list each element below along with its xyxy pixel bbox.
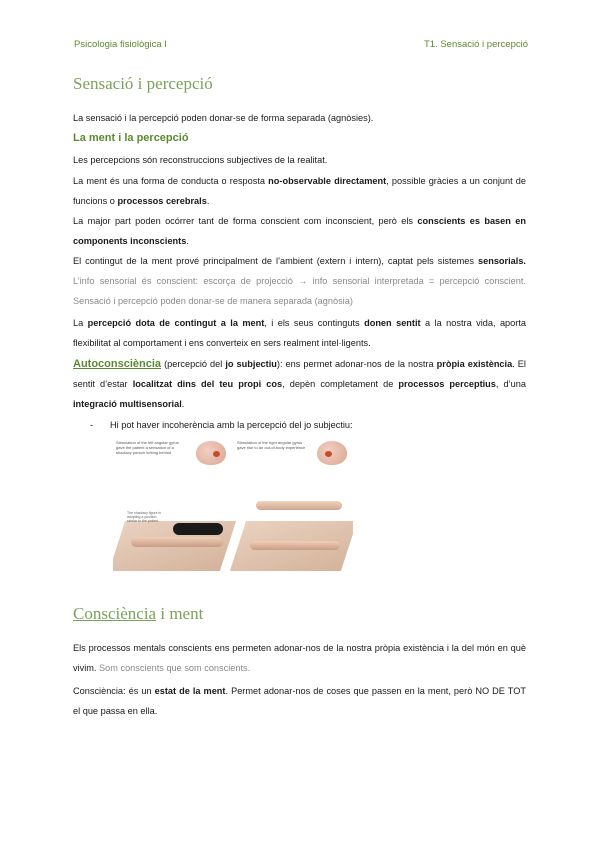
text: El contingut de la ment prové principalment de l’ambient (extern i intern), captat pels sistemes: [73, 256, 478, 266]
bold-text: localitzat dins del teu propi cos: [132, 379, 283, 389]
text: , d’una: [495, 379, 527, 389]
subsection-title: La ment i la percepció: [73, 132, 189, 144]
floating-person: [256, 501, 342, 510]
bold-text: conscients es basen en components inconscients: [73, 216, 526, 246]
paragraph-content: [73, 251, 526, 311]
bold-text: no-observable directament: [268, 176, 387, 186]
bold-text: integració multisensorial: [73, 399, 182, 409]
header-course: Psicologia fisiològica I: [74, 39, 167, 50]
bullet-item: [90, 415, 520, 435]
bold-text: percepció dota de contingut a la ment: [87, 318, 265, 328]
brain-icon: [317, 441, 347, 465]
text: (percepció del: [161, 359, 226, 369]
stimulation-spot: [325, 451, 332, 457]
text: .: [206, 196, 210, 206]
text: , depèn completament de: [282, 379, 399, 389]
left-panel-note: The shadowy figure is adopting a position similar to the patient: [127, 511, 162, 523]
paragraph-consciousness: [73, 638, 526, 678]
title-underlined: Consciència: [73, 604, 157, 623]
bullet-dash: -: [90, 420, 94, 430]
text: ): ens permet adonar-nos de la nostra: [276, 359, 437, 369]
gray-note: L’info sensorial és conscient: escorça de projecció → info sensorial interpretada = percepció conscient. Sensació i percepció poden donar-se de manera separada (agnòsia): [73, 276, 526, 306]
bold-text: sensorials.: [477, 256, 526, 266]
right-caption: [237, 440, 307, 450]
brain-icon: [196, 441, 226, 465]
text: Els processos mentals conscients ens permeten adonar-nos de la nostra pròpia existència i la del món en què vivim.: [73, 643, 526, 673]
paragraph-conscious: [73, 211, 526, 251]
paragraph-perceptions: Les percepcions són reconstruccions subjectives de la realitat.: [73, 155, 328, 165]
stimulation-spot: [213, 451, 220, 457]
text: . El sentit d’estar: [73, 359, 526, 389]
lying-person: [250, 541, 340, 550]
bullet-text: Hi pot haver incoherència amb la percepció del jo subjectiu:: [110, 420, 353, 430]
text: , i els seus continguts: [264, 318, 365, 328]
text: Consciència: és un: [73, 686, 155, 696]
lying-person: [131, 537, 223, 547]
left-caption: [116, 440, 186, 455]
left-panel-caption: Stimulation of the left angular gyrus gave the patient a sensation of a shadowy person lurking behind: [116, 440, 179, 455]
paragraph-perception: [73, 313, 526, 353]
brain-stimulation-figure: [113, 437, 353, 577]
title-rest: i ment: [156, 604, 204, 623]
header-topic: T1. Sensació i percepció: [423, 39, 528, 50]
bold-text: jo subjectiu: [225, 359, 277, 369]
text: La ment és una forma de conducta o resposta: [73, 176, 269, 186]
text: . Permet adonar-nos de coses que passen en la ment, però NO DE TOT el que passa en ella.: [73, 686, 526, 716]
text: La: [73, 318, 88, 328]
paragraph-selfawareness: [73, 354, 526, 414]
figure-panel-right: [234, 437, 353, 577]
bold-text: estat de la ment: [154, 686, 226, 696]
shadow-figure: [173, 523, 223, 535]
right-panel-caption: Stimulation of the right angular gyrus gave rise to an out-of-body experience: [237, 440, 306, 450]
paragraph-definition: [73, 681, 526, 721]
text: .: [181, 399, 185, 409]
section-title-2: [73, 604, 203, 624]
gray-note: Som conscients que som conscients.: [96, 663, 251, 673]
text: a la nostra vida, aporta flexibilitat al comportament i ens converteix en sers realment intel·ligents.: [73, 318, 526, 348]
term-autoconsciencia: Autoconsciència: [73, 358, 162, 370]
bold-text: donen sentit: [364, 318, 421, 328]
bold-text: processos cerebrals: [117, 196, 207, 206]
paragraph-mind: [73, 171, 526, 211]
section-title: Sensació i percepció: [73, 74, 213, 93]
page-header: [74, 39, 528, 50]
bold-text: processos perceptius: [398, 379, 496, 389]
text: , possible gràcies a un conjunt de funcions o: [73, 176, 527, 206]
text: La major part poden ocórrer tant de forma conscient com inconscient, però els: [73, 216, 418, 226]
intro-paragraph: La sensació i la percepció poden donar-se de forma separada (agnòsies).: [73, 113, 374, 123]
figure-panel-left: [113, 437, 232, 577]
bold-text: pròpia existència: [436, 359, 513, 369]
text: .: [186, 236, 189, 246]
